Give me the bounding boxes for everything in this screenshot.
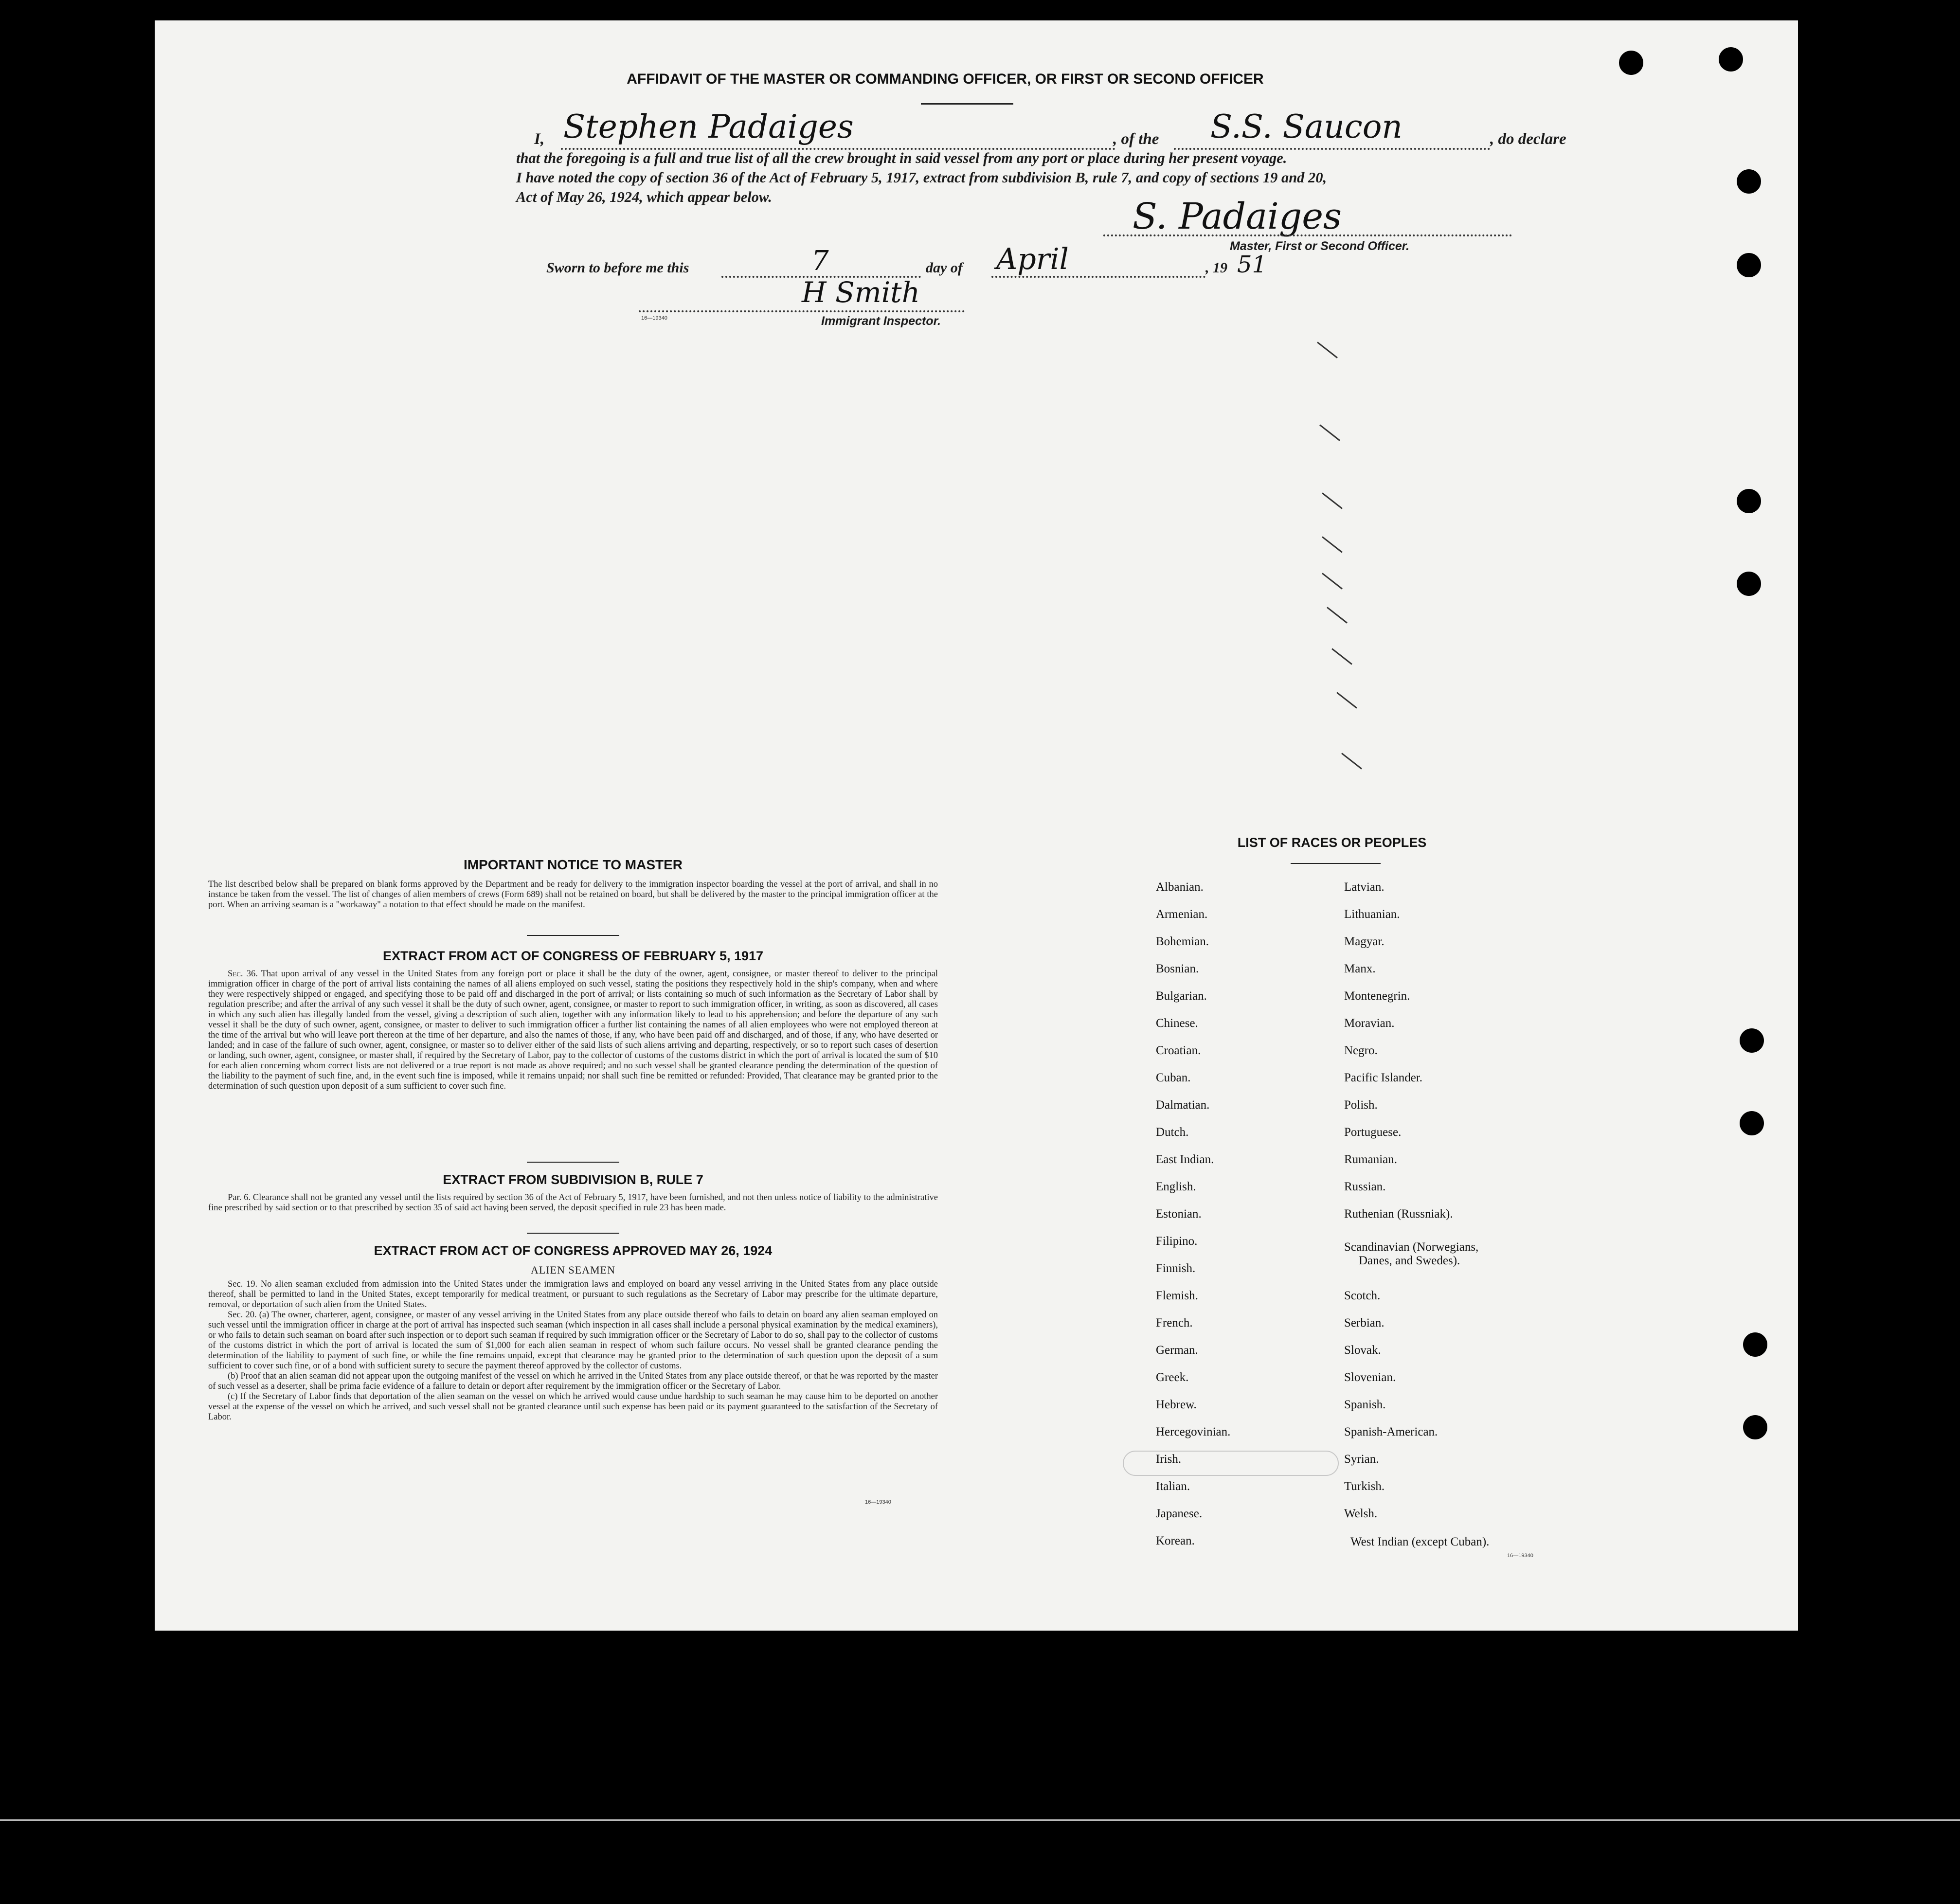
race-left: Greek. [1156,1371,1189,1384]
race-right: Latvian. [1344,880,1385,894]
vessel-name-handwritten: S.S. Saucon [1210,108,1403,145]
punch-hole [1743,1415,1767,1439]
sec-36-text: That upon arrival of any vessel in the United States from any foreign port or place it shall be the duty of the owner, agent, consignee, or master thereof to deliver to the principal immigration officer in charge of the port of arrival lists containing the names of all aliens employed on such vessel, stating the positions they respectively hold in the ship's company, when and where they were respectively shipped or engaged, and specifying those to be paid off and discharged in the port of arrival; or lists containing so much of such information as the Secretary of Labor shall by regulation prescribe; and after the arrival of any such vessel it shall be the duty of such owner, agent, consignee, or master to report to such immigration officer, in writing, as soon as discovered, all cases in which any such alien has illegally landed from the vessel, giving a description of such alien, together with any information likely to lead to his apprehension; and before the departure of any such vessel it shall be the duty of such owner, agent, consignee, or master to deliver to such immigration officer a further list containing the names of all alien employees who were not employed thereon at the time of the arrival but who will leave port thereon at the time of her departure, and also the names of those, if any, who have been paid off and discharged, and of those, if any, who have deserted or landed; and in case of the failure of such owner, agent, consignee, or master so to deliver either of the said lists of such aliens arriving and departing, respectively, or so to report such cases of desertion or landing, such owner, agent, consignee, or master shall, if required by the Secretary of Labor, pay to the collector of customs of the customs district in which the port of arrival is located the sum of $10 for each alien concerning whom correct lists are not delivered or a true report is not made as above required; and no such vessel shall be granted clearance pending the determination of the question of the liability to the payment of such fine, and, in the event such fine is imposed, while it remains unpaid; nor shall such fine be remitted or refunded: Provided, That clearance may be granted prior to the determination of such question upon deposit of a sum sufficient to cover such fine. [208,969,938,1091]
race-left: Filipino. [1156,1235,1198,1248]
punch-hole [1719,47,1743,72]
punch-hole [1740,1111,1764,1135]
race-left: Irish. [1156,1453,1182,1466]
of-the-text: , of the [1113,130,1159,148]
race-right: Ruthenian (Russniak). [1344,1207,1453,1221]
form-page [155,20,1798,1631]
race-left: Finnish. [1156,1262,1196,1275]
race-right: Manx. [1344,962,1376,975]
affidavit-line-3: I have noted the copy of section 36 of the Act of February 5, 1917, extract from subdivision B, rule 7, and copy of sections 19 and 20, [516,169,1327,186]
race-right: Scotch. [1344,1289,1381,1302]
check-tick [1322,536,1343,553]
race-left: English. [1156,1180,1196,1193]
race-left: Hebrew. [1156,1398,1197,1411]
sec-20b-text: (b) Proof that an alien seaman did not appear upon the outgoing manifest of the vessel on which he arrived in the United States from any place outside thereof, or that he was reported by the master of such vessel as a deserter, shall be prima facie evidence of a failure to detain or deport after requirement by the immigration officer or the Secretary of Labor. [208,1371,938,1391]
inspector-signature: H Smith [802,276,920,309]
punch-hole [1740,1028,1764,1053]
race-left: Armenian. [1156,908,1208,921]
pencil-mark [1123,1451,1339,1476]
race-right: Scandinavian (Norwegians, [1344,1240,1479,1254]
race-right: Slovenian. [1344,1371,1396,1384]
check-tick [1317,341,1338,358]
race-left: Dutch. [1156,1126,1189,1139]
extract-1924-body [208,1279,938,1422]
race-right: Welsh. [1344,1507,1378,1520]
race-left: Bosnian. [1156,962,1199,975]
race-right: Lithuanian. [1344,908,1400,921]
race-left: Hercegovinian. [1156,1425,1231,1438]
races-title-underline [1291,863,1381,864]
race-right: Russian. [1344,1180,1386,1193]
year-prefix: , 19 [1205,260,1227,276]
race-left: Bohemian. [1156,935,1209,948]
check-tick [1341,753,1362,769]
sec-19-text: Sec. 19. No alien seaman excluded from admission into the United States under the immigration laws and employed on board any vessel arriving in the United States from any place outside thereof, shall be permitted to land in the United States, except temporarily for medical treatment, or pursuant to such regulations as the Secretary of Labor may prescribe for the ultimate departure, removal, or deportation of such alien from the United States. [208,1279,938,1310]
race-right: Montenegrin. [1344,989,1410,1003]
race-right: Polish. [1344,1098,1378,1112]
race-left: German. [1156,1344,1198,1357]
rule7-divider [527,1233,619,1234]
race-left: Japanese. [1156,1507,1203,1520]
race-right: Rumanian. [1344,1153,1398,1166]
notice-title: IMPORTANT NOTICE TO MASTER [463,857,683,872]
punch-hole [1619,51,1643,75]
race-left: Flemish. [1156,1289,1198,1302]
race-right: Spanish. [1344,1398,1386,1411]
sworn-prefix: Sworn to before me this [546,260,689,276]
alien-seamen-subtitle: ALIEN SEAMEN [531,1264,615,1276]
master-name-handwritten: Stephen Padaiges [563,108,854,145]
race-left: Chinese. [1156,1017,1198,1030]
rule7-body: Par. 6. Clearance shall not be granted any vessel until the lists required by section 36 of the Act of February 5, 1917, have been furnished, and not then unless notice of liability to the administrative fine prescribed by said section or to that prescribed by section 35 of said act having been served, the deposit specified in rule 23 has been made. [208,1193,938,1213]
check-tick [1331,648,1352,665]
race-right: Slovak. [1344,1344,1381,1357]
inspector-caption: Immigrant Inspector. [821,314,941,328]
race-right: West Indian (except Cuban). [1350,1535,1490,1548]
extract-1917-body [208,969,938,1092]
punch-hole [1743,1332,1767,1357]
master-signature: S. Padaiges [1133,196,1342,237]
extract-1917-title: EXTRACT FROM ACT OF CONGRESS OF FEBRUARY 5, 1917 [382,949,764,963]
signature-caption: Master, First or Second Officer. [1230,239,1410,253]
race-left: Bulgarian. [1156,989,1207,1003]
race-left: Estonian. [1156,1207,1202,1221]
races-form-number: 16—19340 [1507,1553,1533,1559]
race-right: Danes, and Swedes). [1359,1254,1460,1267]
check-tick [1319,424,1340,441]
check-tick [1322,573,1343,589]
race-right: Moravian. [1344,1017,1395,1030]
race-left: Croatian. [1156,1044,1201,1057]
affidavit-line-2: that the foregoing is a full and true list of all the crew brought in said vessel from any port or place during her present voyage. [516,150,1287,166]
sworn-day-handwritten: 7 [811,245,829,277]
year-handwritten: 51 [1237,251,1267,278]
sec-20a-text: Sec. 20. (a) The owner, charterer, agent, consignee, or master of any vessel arriving in the United States from any place outside thereof who fails to detain on board any alien seaman employed on such vessel until the immigration officer in charge at the port of arrival has inspected such seaman (which inspection in all cases shall include a personal physical examination by the medical examiners), or who fails to detain such seaman on board after such inspection or to deport such seaman if required by such immigration officer or the Secretary of Labor to do so, shall pay to the collector of customs of the customs district in which the port of arrival is located the sum of $1,000 for each alien seaman in respect of whom such failure occurs. No vessel shall be granted clearance pending the determination of the liability to payment of such fine, or while the fine remains unpaid, except that clearance may be granted prior to the determination of such question upon the deposit of a sum sufficient to cover such fine, or of a bond with sufficient surety to secure the payment thereof approved by the collector of customs. [208,1310,938,1371]
race-right: Serbian. [1344,1316,1385,1329]
race-right: Portuguese. [1344,1126,1402,1139]
do-declare-text: , do declare [1490,130,1566,148]
check-tick [1322,492,1343,509]
races-title: LIST OF RACES OR PEOPLES [1237,835,1427,850]
punch-hole [1737,489,1761,513]
check-tick [1327,607,1348,623]
race-left: Albanian. [1156,880,1204,894]
sec-36-label: Sec. 36. [228,969,258,979]
affidavit-form-number: 16—19340 [641,315,667,321]
scan-edge-line [0,1819,1960,1821]
sec-20c-text: (c) If the Secretary of Labor finds that deportation of the alien seaman on the vessel on which he arrived would cause undue hardship to such seaman he may cause him to be deported on another vessel at the expense of the vessel on which he arrived, and such vessel shall not be granted clearance until such expense has been paid or its payment guaranteed to the satisfaction of the Secretary of Labor. [208,1392,938,1422]
punch-hole [1737,572,1761,596]
notice-divider [527,935,619,936]
affidavit-title: AFFIDAVIT OF THE MASTER OR COMMANDING OFFICER, OR FIRST OR SECOND OFFICER [627,71,1264,87]
punch-hole [1737,253,1761,277]
check-tick [1336,692,1357,708]
race-left: East Indian. [1156,1153,1214,1166]
race-left: Italian. [1156,1480,1190,1493]
signature-line [1103,234,1512,236]
affidavit-line-4: Act of May 26, 1924, which appear below. [516,189,772,205]
race-left: Dalmatian. [1156,1098,1210,1112]
title-underline [921,103,1013,105]
race-left: Cuban. [1156,1071,1191,1084]
extract-1924-title: EXTRACT FROM ACT OF CONGRESS APPROVED MAY 26, 1924 [374,1243,773,1258]
race-right: Pacific Islander. [1344,1071,1423,1084]
race-right: Magyar. [1344,935,1385,948]
rule7-title: EXTRACT FROM SUBDIVISION B, RULE 7 [443,1172,703,1187]
declare-prefix: I, [534,130,545,148]
race-right: Syrian. [1344,1453,1379,1466]
extract-form-number: 16—19340 [865,1499,891,1505]
punch-hole [1737,169,1761,194]
race-right: Turkish. [1344,1480,1385,1493]
sworn-month-handwritten: April [996,242,1069,276]
inspector-line [639,310,965,312]
race-left: French. [1156,1316,1193,1329]
day-of-text: day of [926,260,963,276]
notice-body: The list described below shall be prepared on blank forms approved by the Department and be ready for delivery to the immigration inspector boarding the vessel at the port of arrival, and shall in no instance be taken from the vessel. The list of changes of alien members of crews (Form 689) shall not be retained on board, but shall be delivered by the master to the principal immigration officer at the port. When an arriving seaman is a "workaway" a notation to that effect should be made on the manifest. [208,880,938,910]
race-right: Negro. [1344,1044,1378,1057]
race-left: Korean. [1156,1534,1195,1547]
race-right: Spanish-American. [1344,1425,1438,1438]
extract-1917-divider [527,1162,619,1163]
